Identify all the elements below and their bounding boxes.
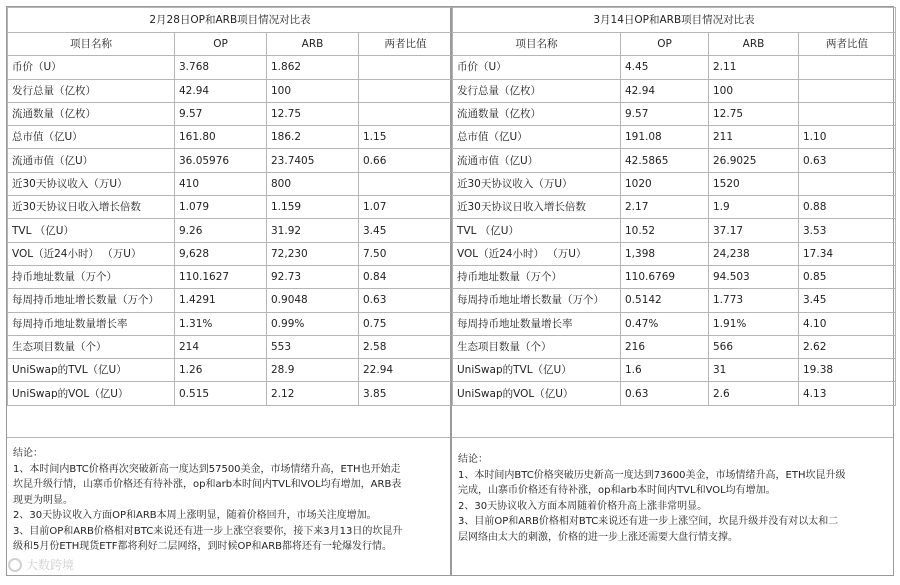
cell-project-name: 近30天协议收入（万U） [453, 172, 621, 195]
conclusion-line: 2、30天协议收入方面本周随着价格升高上涨非常明显。 [458, 500, 708, 512]
cell-op: 0.63 [621, 382, 709, 405]
left-conclusion [7, 437, 450, 575]
cell-project-name: 近30天协议日收入增长倍数 [453, 196, 621, 219]
table-row [8, 335, 453, 358]
cell-ratio: 1.15 [359, 126, 453, 149]
cell-op: 9,628 [175, 242, 267, 265]
table-row [8, 126, 453, 149]
table-row [8, 79, 453, 102]
cell-ratio: 4.10 [799, 312, 896, 335]
header-ratio: 两者比值 [359, 33, 453, 56]
watermark [8, 556, 74, 573]
header-project-name: 项目名称 [453, 33, 621, 56]
cell-arb: 24,238 [709, 242, 799, 265]
cell-project-name: 币价（U） [8, 56, 175, 79]
cell-ratio: 17.34 [799, 242, 896, 265]
cell-project-name: 发行总量（亿枚） [453, 79, 621, 102]
cell-ratio: 22.94 [359, 359, 453, 382]
table-row [453, 382, 896, 405]
header-op: OP [621, 33, 709, 56]
cell-arb: 100 [267, 79, 359, 102]
cell-project-name: 发行总量（亿枚） [8, 79, 175, 102]
cell-ratio: 3.45 [799, 289, 896, 312]
cell-project-name: TVL （亿U） [8, 219, 175, 242]
table-row [453, 359, 896, 382]
cell-arb: 31 [709, 359, 799, 382]
cell-arb: 94.503 [709, 265, 799, 288]
cell-ratio: 0.85 [799, 265, 896, 288]
cell-op: 9.26 [175, 219, 267, 242]
table-row [453, 242, 896, 265]
cell-op: 42.94 [175, 79, 267, 102]
cell-project-name: UniSwap的VOL（亿U） [8, 382, 175, 405]
cell-arb: 2.11 [709, 56, 799, 79]
cell-ratio [359, 79, 453, 102]
cell-arb: 1.862 [267, 56, 359, 79]
table-row [8, 149, 453, 172]
cell-project-name: 流通市值（亿U） [8, 149, 175, 172]
right-conclusion [452, 437, 893, 575]
table-row [453, 265, 896, 288]
cell-project-name: 持币地址数量（万个） [453, 265, 621, 288]
cell-arb: 186.2 [267, 126, 359, 149]
conclusion-line: 2、30天协议收入方面OP和ARB本周上涨明显，随着价格回升，市场关注度增加。 [13, 510, 377, 521]
cell-project-name: 流通数量（亿枚） [8, 102, 175, 125]
table-row [453, 219, 896, 242]
cell-arb: 1.159 [267, 196, 359, 219]
cell-ratio: 1.07 [359, 196, 453, 219]
cell-op: 1.26 [175, 359, 267, 382]
cell-op: 110.6769 [621, 265, 709, 288]
cell-op: 161.80 [175, 126, 267, 149]
conclusion-line: 3、目前OP和ARB价格相对BTC来说还有进一步上涨空衮要你，接下来3月13日的坎昆升 [13, 525, 403, 537]
cell-arb: 1.9 [709, 196, 799, 219]
conclusion-line: 现更为明显。 [13, 494, 73, 506]
cell-op: 1.31% [175, 312, 267, 335]
cell-project-name: 总市值（亿U） [8, 126, 175, 149]
cell-arb: 0.9048 [267, 289, 359, 312]
cell-ratio [359, 102, 453, 125]
table-row [8, 289, 453, 312]
cell-project-name: UniSwap的TVL（亿U） [453, 359, 621, 382]
cell-ratio [799, 172, 896, 195]
cell-ratio: 1.10 [799, 126, 896, 149]
cell-op: 42.5865 [621, 149, 709, 172]
conclusion-line: 结论： [458, 454, 488, 465]
cell-arb: 31.92 [267, 219, 359, 242]
cell-op: 2.17 [621, 196, 709, 219]
cell-project-name: 每周持币地址增长数量（万个） [8, 289, 175, 312]
table-row [8, 265, 453, 288]
cell-project-name: 近30天协议日收入增长倍数 [8, 196, 175, 219]
cell-ratio: 3.53 [799, 219, 896, 242]
cell-op: 1.079 [175, 196, 267, 219]
cell-project-name: VOL（近24小时） （万U） [453, 242, 621, 265]
conclusion-line: 1、本时间内BTC价格突破历史新高一度达到73600美金，市场情绪升高，ETH坎昆升级 [458, 469, 846, 481]
table-row [8, 196, 453, 219]
conclusion-line: 结论： [13, 448, 43, 459]
cell-ratio: 0.88 [799, 196, 896, 219]
cell-op: 191.08 [621, 126, 709, 149]
cell-op: 0.515 [175, 382, 267, 405]
table-row [453, 289, 896, 312]
table-row [453, 335, 896, 358]
table-row [8, 382, 453, 405]
cell-op: 3.768 [175, 56, 267, 79]
cell-op: 0.47% [621, 312, 709, 335]
cell-arb: 28.9 [267, 359, 359, 382]
cell-op: 214 [175, 335, 267, 358]
cell-arb: 211 [709, 126, 799, 149]
cell-arb: 12.75 [267, 102, 359, 125]
cell-ratio [359, 172, 453, 195]
cell-ratio: 0.84 [359, 265, 453, 288]
table-row [8, 312, 453, 335]
table-row [453, 79, 896, 102]
header-arb: ARB [709, 33, 799, 56]
right-table-title: 3月14日OP和ARB项目情况对比表 [453, 8, 896, 33]
conclusion-line: 级和5月份ETH现货ETF都将利好二层网络，到时候OP和ARB都将还有一轮爆发行情。 [13, 541, 393, 552]
cell-op: 110.1627 [175, 265, 267, 288]
table-row [8, 56, 453, 79]
left-comparison-table [7, 7, 453, 406]
conclusion-line: 层网络由太大的刺激，价格的进一步上涨还需要大盘行情支撑。 [458, 531, 738, 543]
cell-op: 410 [175, 172, 267, 195]
cell-ratio: 4.13 [799, 382, 896, 405]
cell-project-name: 每周持币地址数量增长率 [453, 312, 621, 335]
cell-arb: 1520 [709, 172, 799, 195]
left-table-title: 2月28日OP和ARB项目情况对比表 [8, 8, 453, 33]
cell-arb: 800 [267, 172, 359, 195]
conclusion-line: 3、目前OP和ARB价格相对BTC来说还有进一步上涨空间，坎昆升级并没有对以太和二 [458, 516, 839, 527]
cell-project-name: 流通市值（亿U） [453, 149, 621, 172]
cell-ratio: 0.66 [359, 149, 453, 172]
cell-project-name: 生态项目数量（个） [8, 335, 175, 358]
cell-ratio [799, 56, 896, 79]
right-comparison-table [452, 7, 896, 406]
cell-ratio: 3.85 [359, 382, 453, 405]
table-row [453, 312, 896, 335]
cell-ratio [799, 102, 896, 125]
cell-arb: 37.17 [709, 219, 799, 242]
cell-op: 9.57 [175, 102, 267, 125]
cell-arb: 553 [267, 335, 359, 358]
cell-op: 1.4291 [175, 289, 267, 312]
cell-op: 0.5142 [621, 289, 709, 312]
table-row [453, 102, 896, 125]
cell-project-name: 每周持币地址增长数量（万个） [453, 289, 621, 312]
cell-arb: 2.12 [267, 382, 359, 405]
table-row [453, 149, 896, 172]
cell-project-name: 每周持币地址数量增长率 [8, 312, 175, 335]
cell-project-name: 生态项目数量（个） [453, 335, 621, 358]
cell-ratio: 0.63 [359, 289, 453, 312]
table-row [8, 242, 453, 265]
cell-project-name: 近30天协议收入（万U） [8, 172, 175, 195]
cell-ratio: 7.50 [359, 242, 453, 265]
cell-ratio: 19.38 [799, 359, 896, 382]
cell-arb: 2.6 [709, 382, 799, 405]
conclusion-line: 完成，山寨币价格还有待补涨，op和arb本时间内TVL和VOL均有增加。 [458, 485, 776, 496]
cell-arb: 26.9025 [709, 149, 799, 172]
cell-project-name: 流通数量（亿枚） [453, 102, 621, 125]
cell-ratio: 2.62 [799, 335, 896, 358]
cell-arb: 12.75 [709, 102, 799, 125]
cell-ratio: 3.45 [359, 219, 453, 242]
cell-arb: 23.7405 [267, 149, 359, 172]
cell-op: 9.57 [621, 102, 709, 125]
cell-arb: 72,230 [267, 242, 359, 265]
cell-project-name: VOL（近24小时） （万U） [8, 242, 175, 265]
cell-arb: 1.91% [709, 312, 799, 335]
cell-op: 1,398 [621, 242, 709, 265]
table-row [453, 196, 896, 219]
cell-arb: 566 [709, 335, 799, 358]
cell-op: 10.52 [621, 219, 709, 242]
table-row [8, 172, 453, 195]
left-comparison-panel [6, 6, 451, 576]
cell-op: 1.6 [621, 359, 709, 382]
cell-ratio [799, 79, 896, 102]
cell-project-name: 总市值（亿U） [453, 126, 621, 149]
watermark-text: 大数跨境 [26, 558, 75, 572]
cell-ratio: 0.63 [799, 149, 896, 172]
cell-ratio [359, 56, 453, 79]
cell-project-name: UniSwap的VOL（亿U） [453, 382, 621, 405]
cell-op: 1020 [621, 172, 709, 195]
table-row [453, 126, 896, 149]
cell-ratio: 2.58 [359, 335, 453, 358]
cell-project-name: UniSwap的TVL（亿U） [8, 359, 175, 382]
cell-project-name: TVL （亿U） [453, 219, 621, 242]
cell-project-name: 持币地址数量（万个） [8, 265, 175, 288]
cell-arb: 100 [709, 79, 799, 102]
header-arb: ARB [267, 33, 359, 56]
header-op: OP [175, 33, 267, 56]
cell-project-name: 币价（U） [453, 56, 621, 79]
conclusion-line: 1、本时间内BTC价格再次突破新高一度达到57500美金，市场情绪升高，ETH也开始走 [13, 463, 401, 475]
table-row [8, 219, 453, 242]
cell-op: 42.94 [621, 79, 709, 102]
header-project-name: 项目名称 [8, 33, 175, 56]
conclusion-line: 坎昆升级行情，山寨币价格还有待补涨，op和arb本时间内TVL和VOL均有增加，ARB表 [13, 479, 402, 490]
cell-op: 36.05976 [175, 149, 267, 172]
cell-arb: 92.73 [267, 265, 359, 288]
header-ratio: 两者比值 [799, 33, 896, 56]
table-row [8, 102, 453, 125]
right-comparison-panel [451, 6, 894, 576]
table-row [453, 172, 896, 195]
cell-arb: 1.773 [709, 289, 799, 312]
cell-arb: 0.99% [267, 312, 359, 335]
table-row [8, 359, 453, 382]
table-row [453, 56, 896, 79]
cell-op: 216 [621, 335, 709, 358]
cell-op: 4.45 [621, 56, 709, 79]
watermark-logo-icon [8, 558, 22, 572]
cell-ratio: 0.75 [359, 312, 453, 335]
